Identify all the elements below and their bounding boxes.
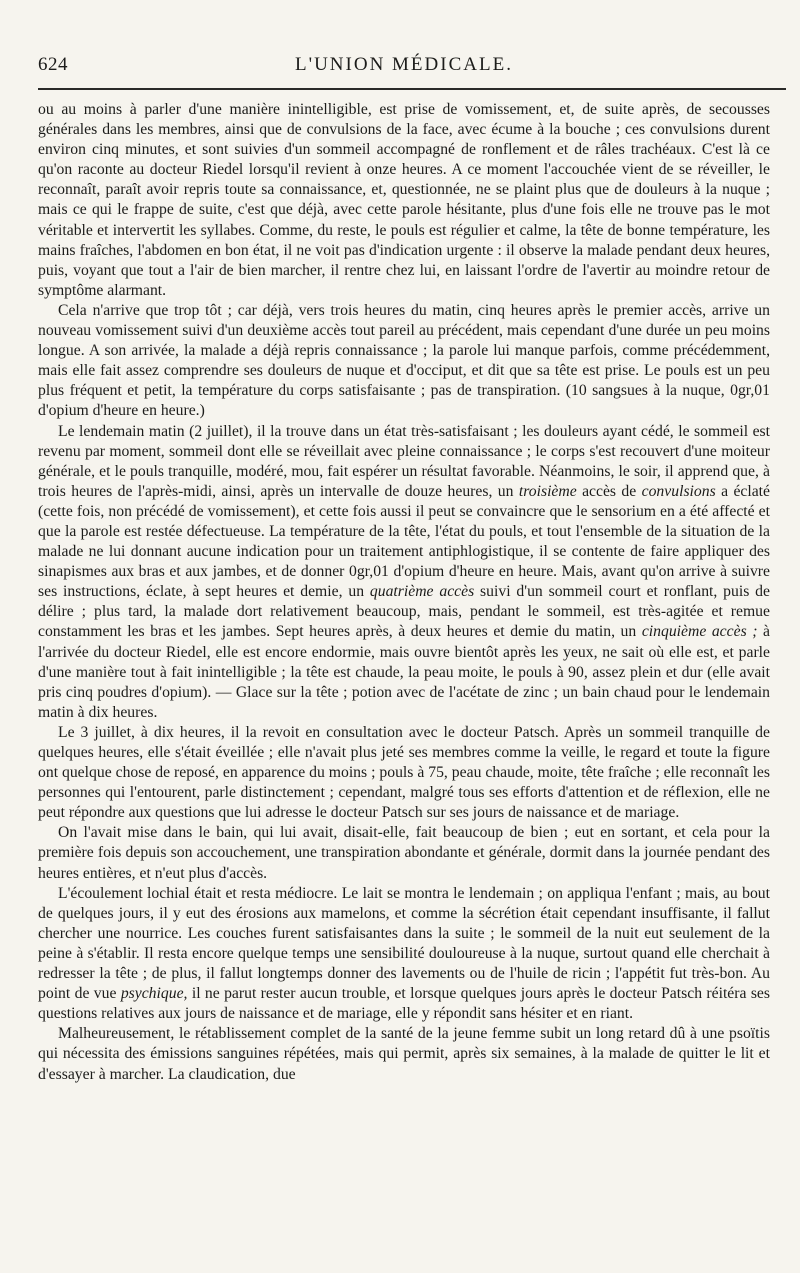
paragraph (38, 823, 770, 883)
paragraph-text: ou au moins à parler d'une manière inintelligible, est prise de vomissement, et, de suite après, de secousses générales dans les membres, ainsi que de convulsions de la face, avec écume à la bouche ; ces convulsions durent environ cinq minutes, et sont suivies d'un sommeil accompagné de ronflement et de râles trachéaux. C'est là ce qu'on raconte au docteur Riedel lorsqu'il revient à onze heures. A ce moment l'accouchée vient de se réveiller, le reconnaît, paraît avoir repris toute sa connaissance, et, questionnée, ne se plaint plus que de douleurs à la nuque ; mais ce qui le frappe de suite, c'est que déjà, avec cette parole hésitante, plus d'une fois elle ne trouve pas le mot véritable et intervertit les syllabes. Comme, du reste, le pouls est régulier et calme, la tête de bonne température, les mains fraîches, l'abdomen en bon état, il ne voit pas d'indication urgente : il observe la malade pendant deux heures, puis, voyant que tout a l'air de bien marcher, il rentre chez lui, en laissant l'ordre de l'avertir au moindre retour de symptôme alarmant. (38, 101, 770, 299)
paragraph (38, 301, 770, 422)
header-rule (38, 88, 786, 90)
italic-text: troisième (518, 482, 577, 500)
italic-text: quatrième accès (369, 583, 475, 601)
paragraph-text: L'écoulement lochial était et resta médiocre. Le lait se montra le lendemain ; on appliqua l'enfant ; mais, au bout de quelques jours, il y eut des érosions aux mamelons, et comme la sécrétion était cependant insuffisante, il fallut chercher une nourrice. Les couches furent satisfaisantes dans la suite ; le sommeil de la nuit eut seulement de la peine à s'établir. Il resta encore quelque temps une sensibilité douloureuse à la nuque, surtout quand elle cherchait à redresser la tête ; de plus, il fallut longtemps donner des lavements ou de l'huile de ricin ; l'appétit fut très-bon. Au point de vue (38, 884, 770, 1003)
page-header (38, 54, 770, 86)
article-body (38, 100, 770, 1260)
paragraph-text: Le 3 juillet, à dix heures, il la revoit en consultation avec le docteur Patsch. Après un sommeil tranquille de quelques heures, elle s'était éveillée ; elle n'avait plus jeté ses membres comme la veille, le regard et toute la figure ont quelque chose de reposé, en apparence du moins ; pouls à 75, peau chaude, moite, tête fraîche ; elle reconnaît les personnes qui l'entourent, parle distinctement ; cependant, malgré tous ses efforts d'attention et de réflexion, elle ne peut répondre aux questions que lui adresse le docteur Patsch sur ses jours de naissance et de mariage. (38, 723, 770, 822)
paragraph-text: a éclaté (cette fois, non précédé de vomissement), et cette fois aussi il peut se convaincre que le sensorium en a été affecté et que la parole est restée défectueuse. La température de la tête, l'état du pouls, et tout l'ensemble de la situation de la malade ne lui donnant aucune indication pour un traitement antiphlogistique, il se contente de faire appliquer des sinapismes aux bras et aux jambes, et de donner 0gr,01 d'opium d'heure en heure. Mais, avant qu'on arrive à suivre ses instructions, éclate, à sept heures et demie, un (38, 482, 770, 601)
page-number: 624 (38, 54, 68, 75)
paragraph-text: Malheureusement, le rétablissement complet de la santé de la jeune femme subit un long retard dû à une psoïtis qui nécessita des émissions sanguines répétées, mais qui permit, après six semaines, à la malade de quitter le lit et d'essayer à marcher. La claudication, due (38, 1025, 770, 1083)
running-title: L'UNION MÉDICALE. (295, 54, 513, 75)
paragraph-text: Le lendemain matin (2 juillet), il la trouve dans un état très-satisfaisant ; les douleurs ayant cédé, le sommeil est revenu par moment, sommeil dont elle se réveillait avec pleine connaissance ; le corps s'est recouvert d'une moiteur générale, et le pouls tranquille, modéré, mou, fait espérer un résultat favorable. Néanmoins, le soir, il apprend que, à trois heures de l'après-midi, ainsi, après un intervalle de douze heures, un (38, 422, 770, 500)
italic-text: cinquième accès ; (641, 623, 758, 641)
paragraph-text: Cela n'arrive que trop tôt ; car déjà, vers trois heures du matin, cinq heures après le premier accès, arrive un nouveau vomissement suivi d'un deuxième accès tout pareil au précédent, mais cependant d'une durée un peu moins longue. A son arrivée, la malade a déjà repris connaissance ; la parole lui manque parfois, comme précédemment, mais elle fait assez comprendre ses douleurs de nuque et d'occiput, et dit que sa tête est prise. Le pouls est un peu plus fréquent et petit, la température du corps satisfaisante ; pas de transpiration. (10 sangsues à la nuque, 0gr,01 d'opium d'heure en heure.) (38, 301, 770, 420)
paragraph (38, 100, 770, 301)
paragraph-text: accès de (576, 482, 642, 500)
italic-text: psychique, (120, 985, 188, 1003)
paragraph (38, 884, 770, 1025)
paragraph-text: il ne parut rester aucun trouble, et lorsque quelques jours après le docteur Patsch réitéra ses questions relatives aux jours de naissance et de mariage, elle y répondit sans hésiter et en riant. (38, 985, 770, 1023)
paragraph (38, 422, 770, 723)
paragraph-text: à l'arrivée du docteur Riedel, elle est encore endormie, mais ouvre bientôt après les yeux, ne sait où elle est, et parle d'une manière tout à fait inintelligible ; la tête est chaude, la peau moite, le pouls à 90, assez plein et dur (elle avait pris cinq poudres d'opium). — Glace sur la tête ; potion avec de l'acétate de zinc ; un bain chaud pour le lendemain matin à dix heures. (38, 623, 770, 721)
italic-text: convulsions (641, 482, 716, 500)
paragraph (38, 1024, 770, 1084)
paragraph-text: On l'avait mise dans le bain, qui lui avait, disait-elle, fait beaucoup de bien ; eut en sortant, et cela pour la première fois depuis son accouchement, une transpiration abondante et générale, dormit dans la journée pendant des heures entières, et n'eut plus d'accès. (38, 824, 770, 882)
paragraph (38, 723, 770, 823)
paragraph-text: suivi d'un sommeil court et ronflant, puis de délire ; plus tard, la malade dort relativement beaucoup, mais, pendant le sommeil, est très-agitée et remue constamment les bras et les jambes. Sept heures après, à deux heures et demie du matin, un (38, 583, 770, 641)
